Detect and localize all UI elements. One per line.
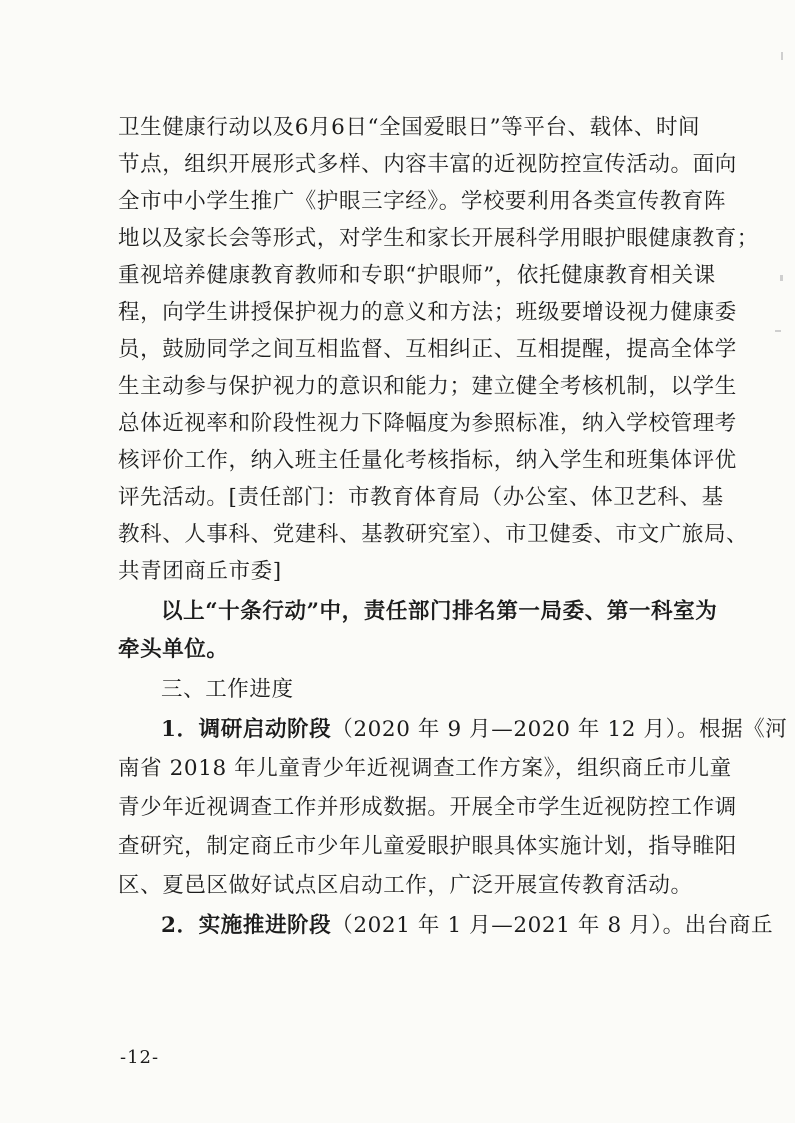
body-line: 查研究，制定商丘市少年儿童爱眼护眼具体实施计划，指导睢阳 bbox=[118, 834, 737, 859]
stage1-label: 1．调研启动阶段 bbox=[161, 717, 332, 742]
body-line: 程，向学生讲授保护视力的意义和方法；班级要增设视力健康委 bbox=[118, 300, 737, 325]
body-line: 员，鼓励同学之间互相监督、互相纠正、互相提醒，提高全体学 bbox=[118, 337, 737, 362]
body-line: 教科、人事科、党建科、基教研究室）、市卫健委、市文广旅局、 bbox=[118, 522, 749, 547]
stage2-label: 2．实施推进阶段 bbox=[161, 913, 332, 938]
body-line: 评先活动。[责任部门：市教育体育局（办公室、体卫艺科、基 bbox=[118, 485, 724, 510]
body-line: 青少年近视调查工作并形成数据。开展全市学生近视防控工作调 bbox=[118, 795, 737, 820]
stage1-first-line bbox=[161, 716, 787, 744]
body-line: 地以及家长会等形式，对学生和家长开展科学用眼护眼健康教育； bbox=[118, 226, 759, 251]
body-line: 南省 2018 年儿童青少年近视调查工作方案》，组织商丘市儿童 bbox=[118, 756, 732, 781]
stage2-dates: （2021 年 1 月—2021 年 8 月）。出台商丘 bbox=[331, 913, 774, 938]
body-line: 卫生健康行动以及6月6日“全国爱眼日”等平台、载体、时间 bbox=[118, 115, 701, 140]
section-heading: 三、工作进度 bbox=[161, 677, 294, 702]
body-line: 总体近视率和阶段性视力下降幅度为参照标准，纳入学校管理考 bbox=[118, 411, 737, 436]
body-line: 重视培养健康教育教师和专职“护眼师”，依托健康教育相关课 bbox=[118, 263, 716, 288]
stage1-dates: （2020 年 9 月—2020 年 12 月）。根据《河 bbox=[331, 717, 788, 742]
lead-unit-note: 以上“十条行动”中，责任部门排名第一局委、第一科室为 bbox=[161, 599, 718, 624]
page-number: -12- bbox=[120, 1047, 160, 1068]
scan-mark bbox=[775, 330, 781, 332]
body-line: 生主动参与保护视力的意识和能力；建立健全考核机制，以学生 bbox=[118, 374, 737, 399]
body-line: 节点，组织开展形式多样、内容丰富的近视防控宣传活动。面向 bbox=[118, 152, 737, 177]
scan-mark bbox=[780, 275, 783, 281]
body-line: 全市中小学生推广《护眼三字经》。学校要利用各类宣传教育阵 bbox=[118, 189, 727, 214]
lead-unit-note: 牵头单位。 bbox=[118, 637, 229, 662]
body-line: 共青团商丘市委] bbox=[118, 559, 282, 584]
body-line: 核评价工作，纳入班主任量化考核指标，纳入学生和班集体评优 bbox=[118, 448, 737, 473]
scan-mark bbox=[781, 52, 783, 60]
stage2-first-line bbox=[161, 912, 773, 940]
body-line: 区、夏邑区做好试点区启动工作，广泛开展宣传教育活动。 bbox=[118, 873, 693, 898]
